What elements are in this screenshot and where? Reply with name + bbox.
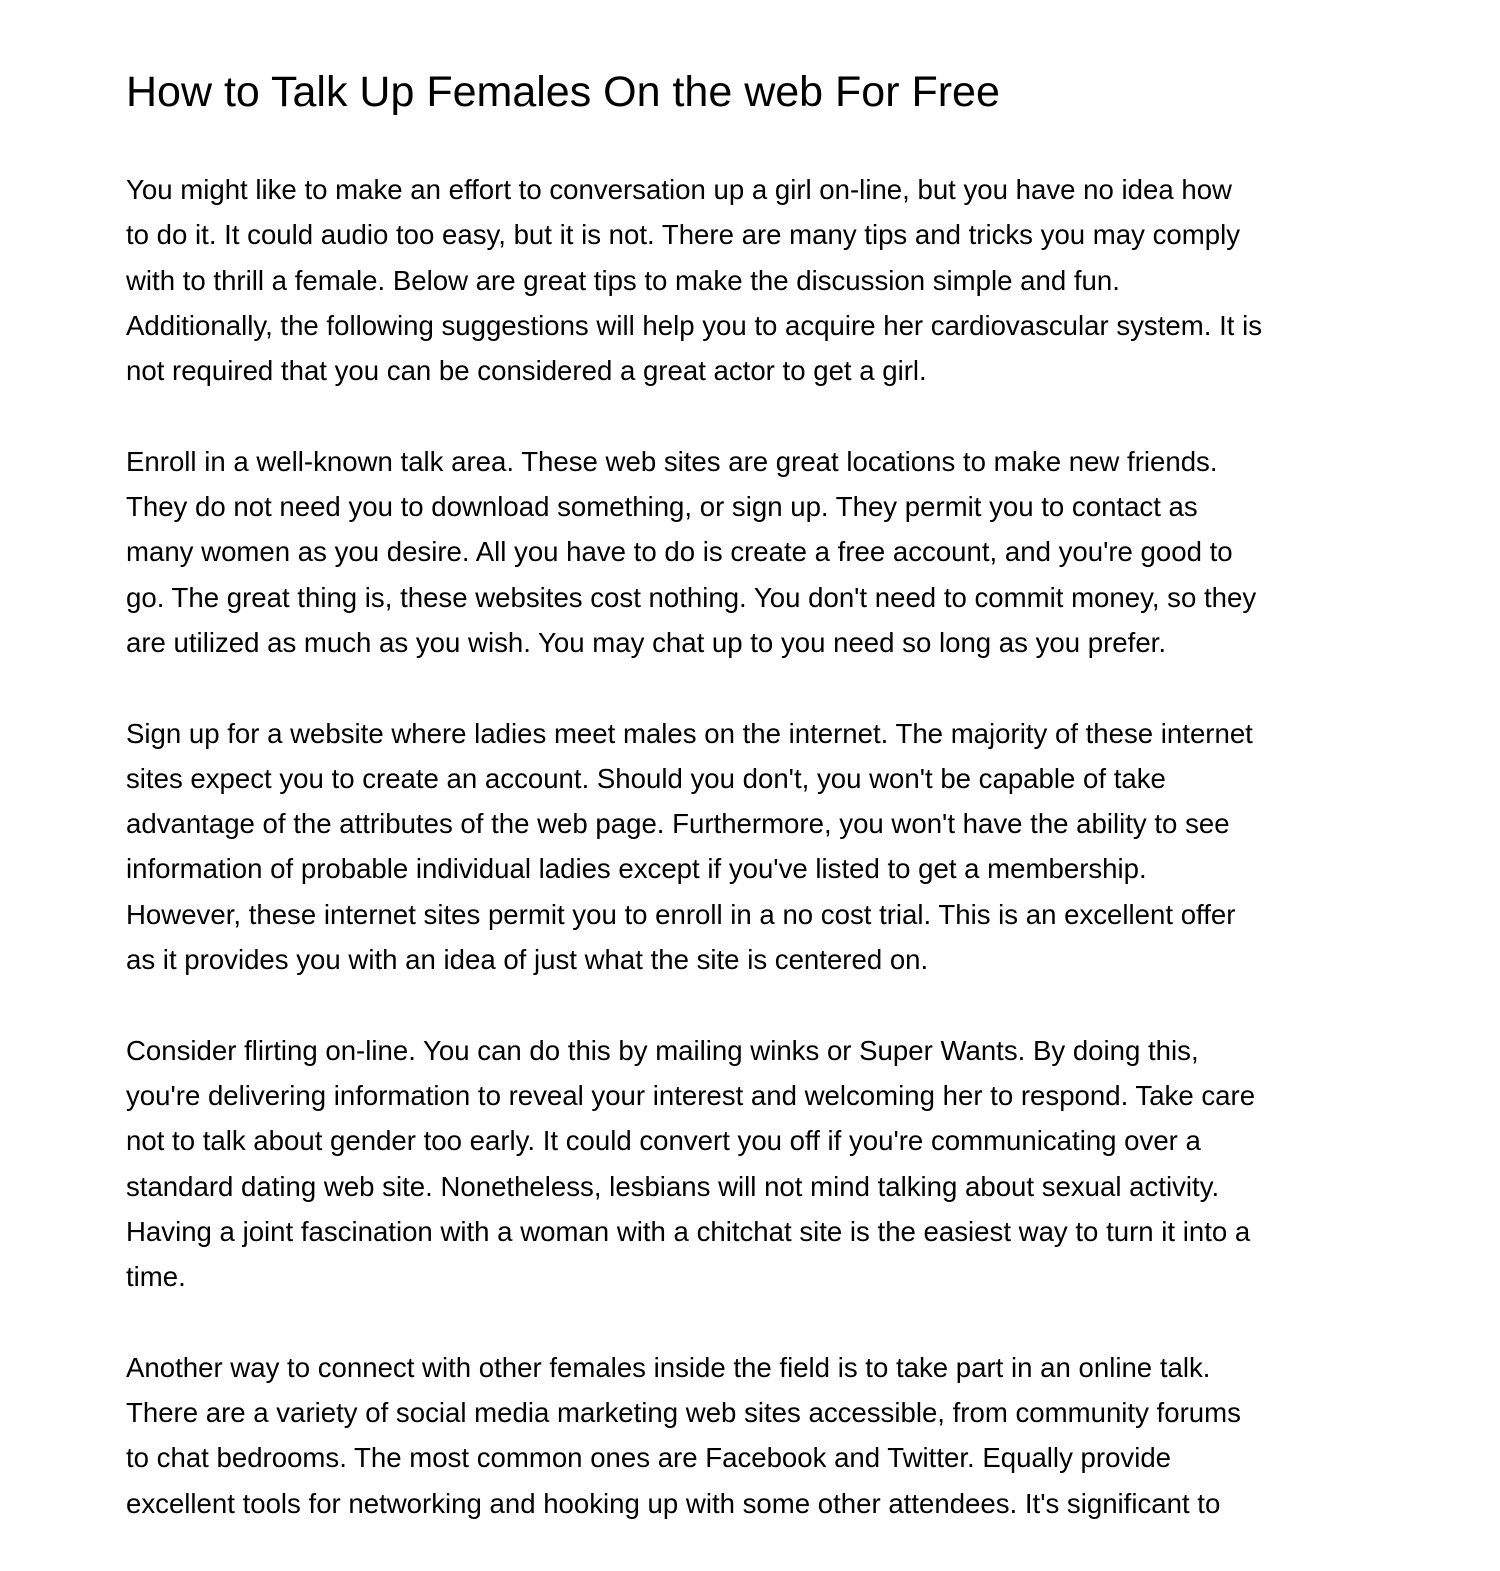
text-line: to chat bedrooms. The most common ones are Facebook and Twitter. Equally provide — [126, 1442, 1172, 1474]
text-line: However, these internet sites permit you to enroll in a no cost trial. This is an excellent offer — [126, 898, 1236, 930]
text-line: as it provides you with an idea of just what the site is centered on. — [126, 944, 929, 976]
text-line: are utilized as much as you wish. You may chat up to you need so long as you prefer. — [126, 626, 1166, 658]
text-line: time. — [126, 1261, 186, 1293]
paragraph — [126, 167, 1262, 393]
text-line: standard dating web site. Nonetheless, lesbians will not mind talking about sexual activity. — [126, 1170, 1220, 1202]
text-line: Another way to connect with other females inside the field is to take part in an online talk. — [126, 1351, 1211, 1383]
paragraph — [126, 1028, 1262, 1300]
text-line: many women as you desire. All you have to do is create a free account, and you're good to — [126, 536, 1233, 568]
paragraph — [126, 1345, 1262, 1526]
text-line: advantage of the attributes of the web page. Furthermore, you won't have the ability to see — [126, 808, 1230, 840]
text-line: go. The great thing is, these websites cost nothing. You don't need to commit money, so they — [126, 581, 1257, 613]
text-line: not required that you can be considered a great actor to get a girl. — [126, 355, 927, 387]
text-line: not to talk about gender too early. It could convert you off if you're communicating over a — [126, 1125, 1201, 1157]
text-line: to do it. It could audio too easy, but it is not. There are many tips and tricks you may comply — [126, 219, 1241, 251]
paragraph — [126, 711, 1262, 983]
text-line: excellent tools for networking and hooking up with some other attendees. It's significant to — [126, 1487, 1221, 1519]
text-line: Enroll in a well-known talk area. These web sites are great locations to make new friends. — [126, 445, 1218, 477]
text-line: sites expect you to create an account. Should you don't, you won't be capable of take — [126, 762, 1166, 794]
text-line: Sign up for a website where ladies meet males on the internet. The majority of these internet — [126, 717, 1253, 749]
text-line: with to thrill a female. Below are great tips to make the discussion simple and fun. — [126, 264, 1120, 296]
text-line: You might like to make an effort to conversation up a girl on-line, but you have no idea how — [126, 174, 1232, 205]
paragraph — [126, 439, 1262, 665]
text-line: Additionally, the following suggestions will help you to acquire her cardiovascular system. It is — [126, 309, 1262, 341]
text-line: you're delivering information to reveal your interest and welcoming her to respond. Take care — [126, 1079, 1256, 1111]
text-line: There are a variety of social media marketing web sites accessible, from community forums — [126, 1397, 1241, 1429]
text-line: Having a joint fascination with a woman with a chitchat site is the easiest way to turn it into a — [126, 1215, 1251, 1247]
text-line: information of probable individual ladies except if you've listed to get a membership. — [126, 853, 1147, 885]
document-body — [126, 167, 1262, 1571]
text-line: They do not need you to download something, or sign up. They permit you to contact as — [126, 491, 1198, 523]
text-line: Consider flirting on-line. You can do this by mailing winks or Super Wants. By doing this, — [126, 1034, 1199, 1066]
document-title: How to Talk Up Females On the web For Free — [126, 68, 1000, 116]
